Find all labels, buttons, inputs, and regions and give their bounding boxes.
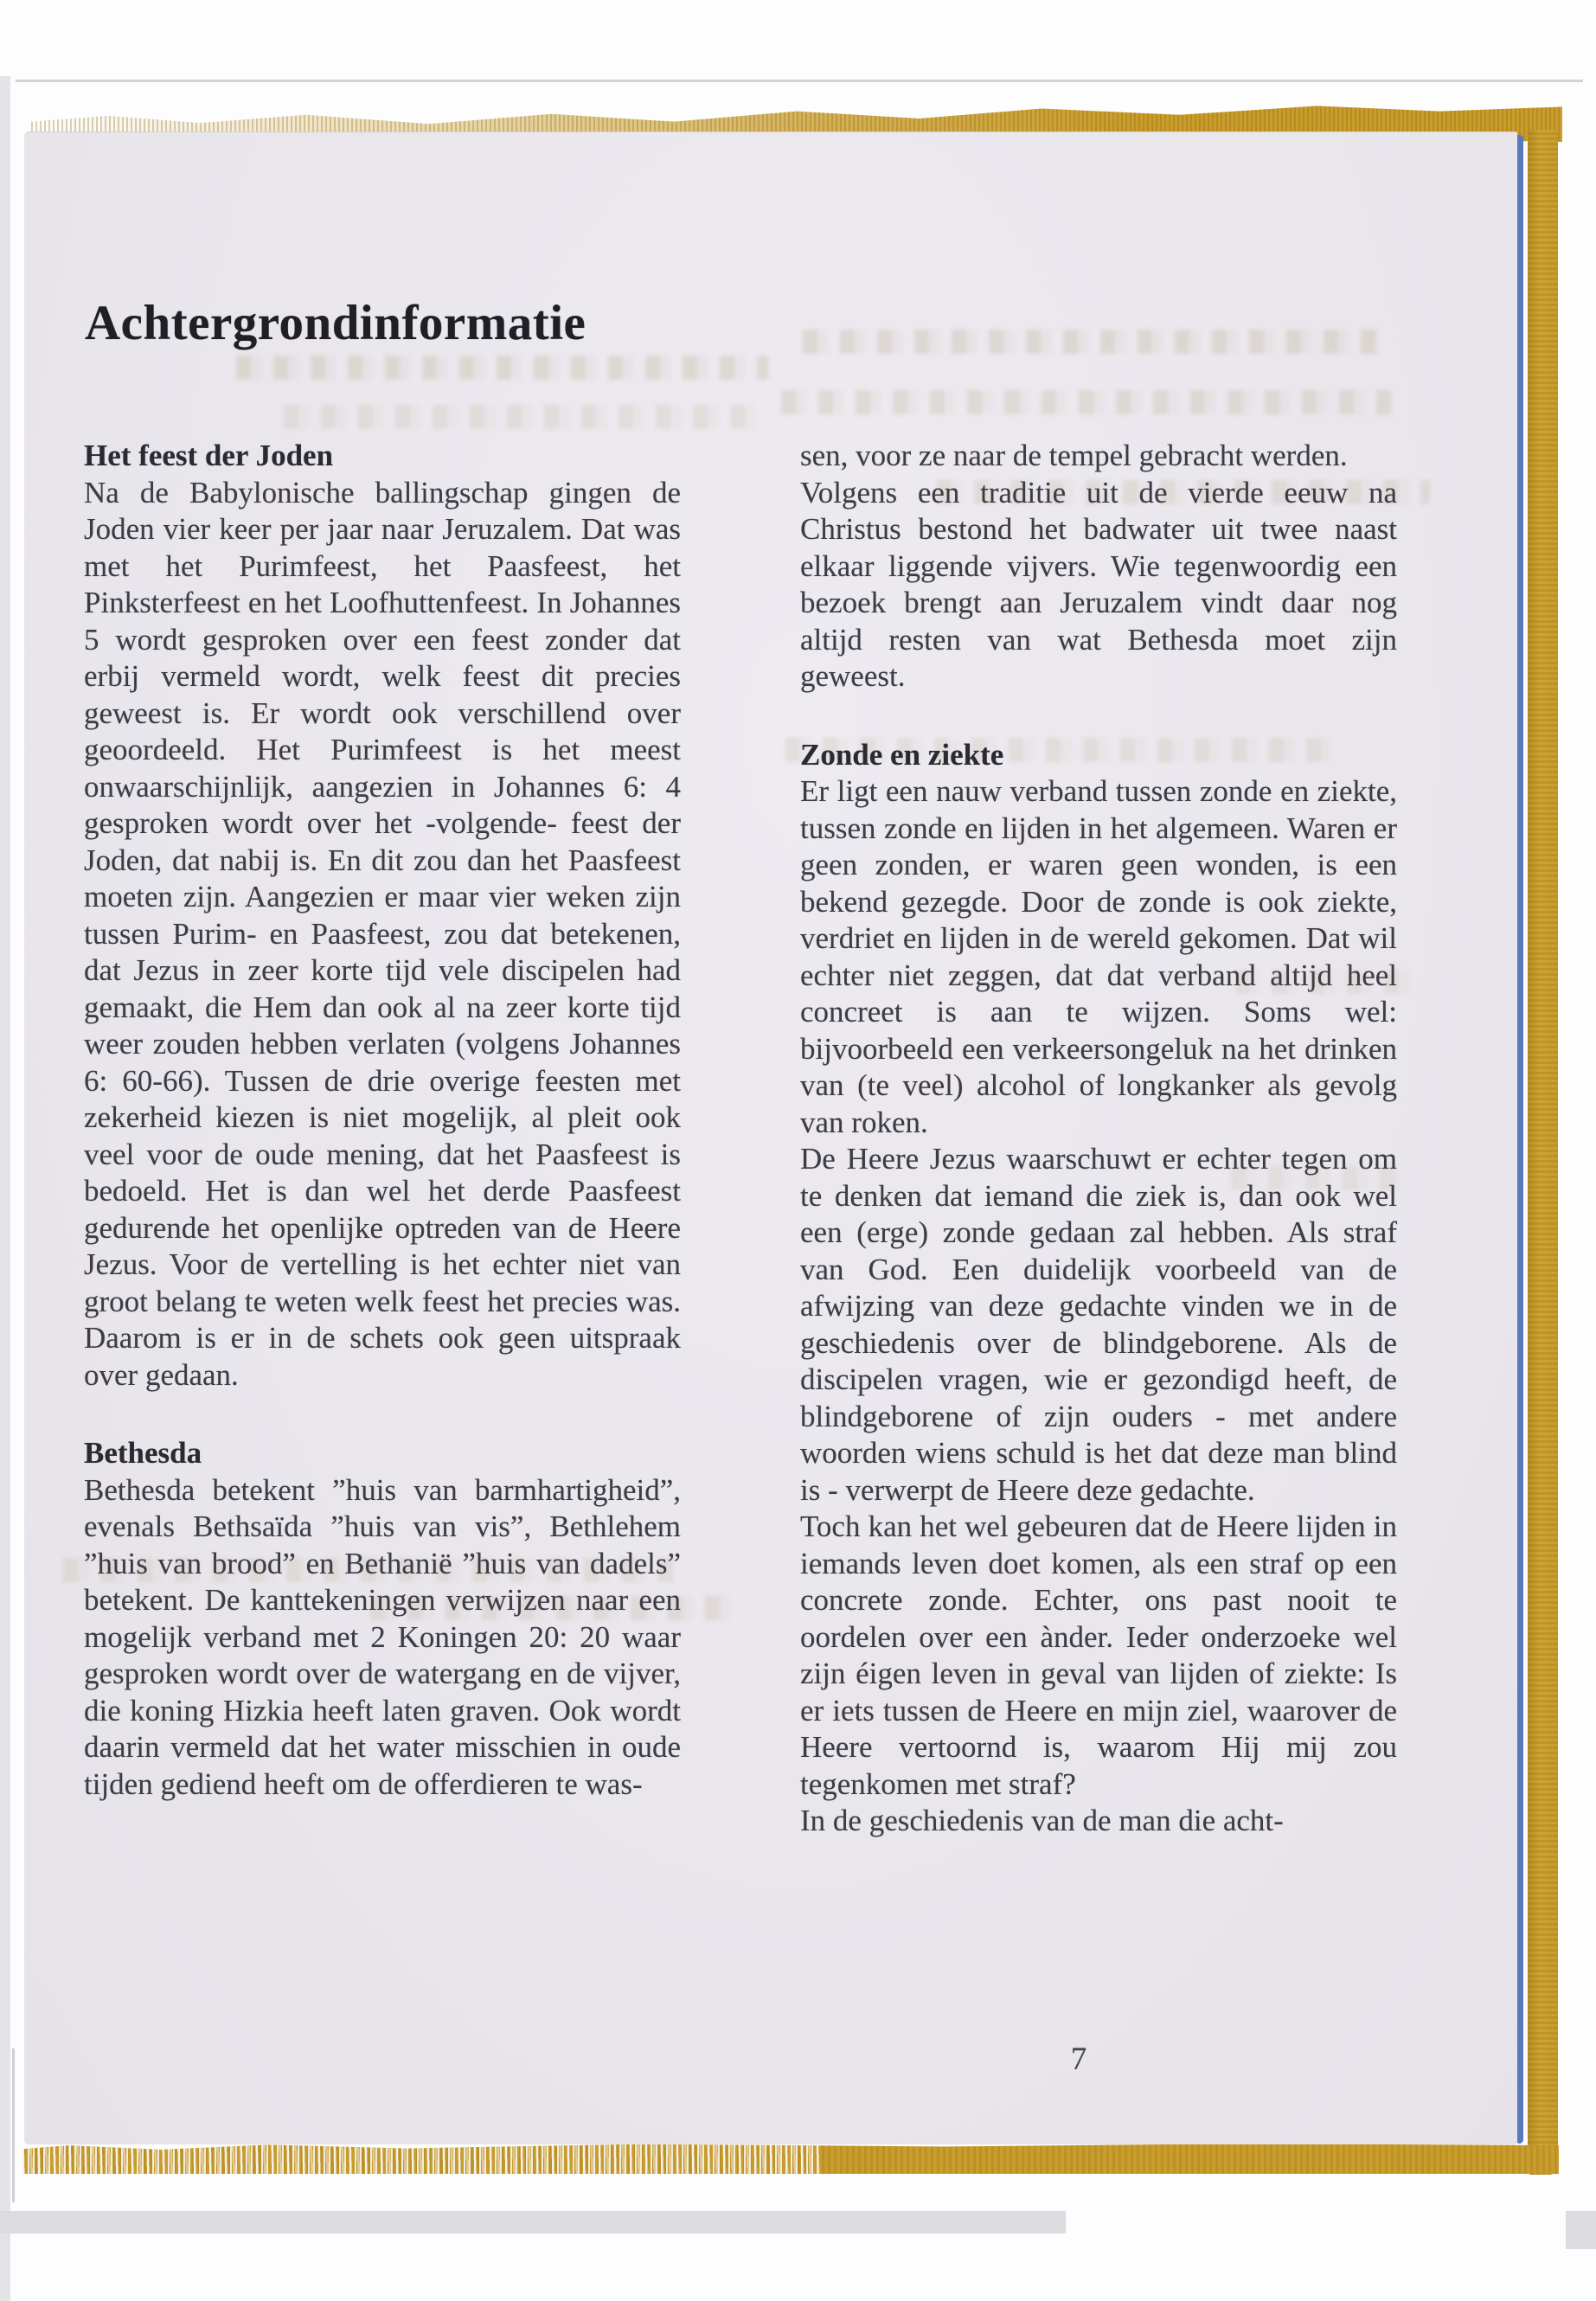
scan-bottom-right-shadow <box>1566 2211 1596 2249</box>
body-paragraph: In de geschiedenis van de man die acht- <box>800 1804 1284 1837</box>
right-column <box>800 438 1397 1840</box>
scan-left-edge <box>0 76 10 2301</box>
bleedthrough-artifact <box>781 390 1391 414</box>
section-heading-bethesda: Bethesda <box>84 1436 202 1470</box>
bleedthrough-artifact <box>236 356 768 380</box>
body-paragraph: sen, voor ze naar de tempel gebracht werden. <box>800 439 1348 472</box>
body-paragraph: Er ligt een nauw verband tussen zonde en ziekte, tussen zonde en lijden in het algemeen. Waren er geen zonden, er waren geen wonden, is een bekend gezegde. Door de zonde is ook ziekte, verdriet en lijden in de wereld gekomen. Dat wil echter niet zeggen, dat dat verband altijd heel concreet is aan te wijzen. Soms wel: bijvoorbeeld een verkeersongeluk na het drinken van (te veel) alcohol of longkanker als gevolg van roken. <box>800 774 1397 1139</box>
body-paragraph: Na de Babylonische ballingschap gingen de Joden vier keer per jaar naar Jeruzalem. Dat was met het Purimfeest, het Paasfeest, het Pinksterfeest en het Loofhuttenfeest. In Johannes 5 wordt gesproken over een feest zonder dat erbij vermeld wordt, welk feest dit precies geweest is. Er wordt ook verschillend over geoordeeld. Het Purimfeest is het meest onwaarschijnlijk, aangezien in Johannes 6: 4 gesproken wordt over het -volgende- feest der Joden, dat nabij is. En dit zou dan het Paasfeest moeten zijn. Aangezien er maar vier weken zijn tussen Purim- en Paasfeest, zou dat betekenen, dat Jezus in zeer korte tijd vele discipelen had gemaakt, die Hem dan ook al na zeer korte tijd weer zouden hebben verlaten (volgens Johannes 6: 60-66). Tussen de drie overige feesten met zekerheid kiezen is niet mogelijk, al pleit ook veel voor de oude mening, dat het Paasfeest is bedoeld. Het is dan wel het derde Paasfeest gedurende het openlijke optreden van de Heere Jezus. Voor de vertelling is het echter niet van groot belang te weten welk feest het precies was. Daarom is er in de schets ook geen uitspraak over gedaan. <box>84 475 681 1392</box>
scan-edge-line <box>16 80 1583 82</box>
section-heading-het-feest-der-joden: Het feest der Joden <box>84 439 334 472</box>
body-paragraph: Bethesda betekent ”huis van barmhartigheid”, evenals Bethsaïda ”huis van vis”, Bethlehem ”huis van brood” en Bethanië ”huis van dadels” betekent. De kanttekeningen verwijzen naar een mogelijk verband met 2 Koningen 20: 20 waar gesproken wordt over de watergang en de vijver, die koning Hizkia heeft laten graven. Ook wordt daarin vermeld dat het water misschien in oude tijden gediend heeft om de offerdieren te was- <box>84 1472 681 1801</box>
scan-bottom-shadow <box>0 2211 1066 2234</box>
document-page <box>24 131 1517 2144</box>
left-column <box>84 438 681 1803</box>
body-paragraph: De Heere Jezus waarschuwt er echter tegen om te denken dat iemand die ziek is, dan ook wel een (erge) zonde gedaan zal hebben. Als straf van God. Een duidelijk voorbeeld van de afwijzing van deze gedachte vinden we in de geschiedenis over de blindgeborene. Als de discipelen vragen, wie er gezondigd heeft, de blindgeborene of zijn ouders - met andere woorden wiens schuld is het dat deze man blind is - verwerpt de Heere deze gedachte. <box>800 1142 1397 1507</box>
page-title: Achtergrondinformatie <box>85 296 586 350</box>
bleedthrough-artifact <box>284 405 764 429</box>
book-gilt-edge-bottom <box>22 2144 1559 2174</box>
body-paragraph: Toch kan het wel gebeuren dat de Heere lijden in iemands leven doet komen, als een straf op een concrete zonde. Echter, ons past nooit te oordelen over een ànder. Ieder onderzoeke wel zijn éigen leven in geval van lijden of ziekte: Is er iets tussen de Heere en mijn ziel, waarover de Heere vertoornd is, waarom Hij mij zou tegenkomen met straf? <box>800 1509 1397 1801</box>
section-heading-zonde-en-ziekte: Zonde en ziekte <box>800 737 1004 772</box>
book-gilt-edge-right <box>1528 130 1558 2175</box>
page-corner-crease <box>12 2048 15 2202</box>
page-number: 7 <box>1070 2041 1087 2077</box>
bleedthrough-artifact <box>803 330 1378 354</box>
body-paragraph: Volgens een traditie uit de vierde eeuw na Christus bestond het badwater uit twee naast elkaar liggende vijvers. Wie tegenwoordig een bezoek brengt aan Jeruzalem vindt daar nog altijd resten van wat Bethesda moet zijn geweest. <box>800 475 1397 693</box>
